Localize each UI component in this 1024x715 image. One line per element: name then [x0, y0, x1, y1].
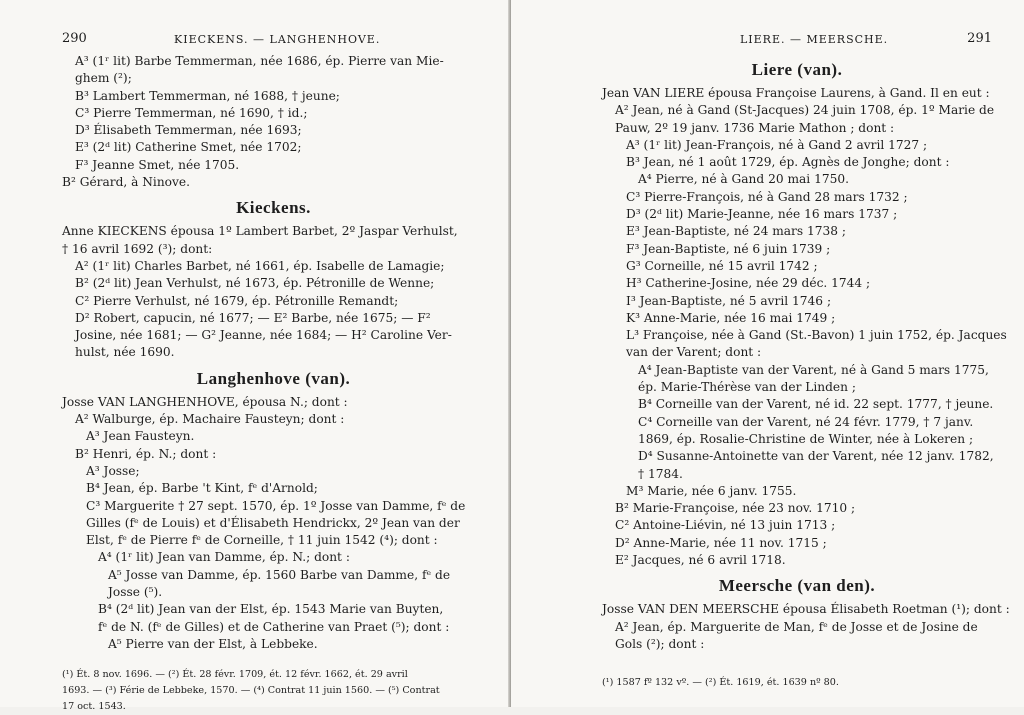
text-line: Elst, fᵉ de Pierre fᵉ de Corneille, † 11 juin 1542 (⁴); dont : [86, 533, 438, 548]
text-line: A⁴ Pierre, né à Gand 20 mai 1750. [638, 172, 849, 187]
text-line: D³ (2ᵈ lit) Marie-Jeanne, née 16 mars 1737 ; [626, 207, 898, 222]
text-line: C³ Pierre Temmerman, né 1690, † id.; [75, 105, 308, 120]
text-line: A⁵ Pierre van der Elst, à Lebbeke. [108, 636, 318, 651]
text-line: Anne KIECKENS épousa 1º Lambert Barbet, 2º Jaspar Verhulst, [62, 224, 458, 239]
text-line: A⁴ Jean-Baptiste van der Varent, né à Gand 5 mars 1775, [638, 362, 989, 377]
text-line: F³ Jeanne Smet, née 1705. [75, 157, 240, 172]
text-line: B³ Jean, né 1 août 1729, ép. Agnès de Jonghe; dont : [626, 155, 950, 170]
text-line: Gilles (fᵉ de Louis) et d'Élisabeth Hendrickx, 2º Jean van der [86, 515, 460, 530]
text-line: L³ Françoise, née à Gand (St.-Bavon) 1 juin 1752, ép. Jacques [626, 328, 1007, 343]
text-line: E³ Jean-Baptiste, né 24 mars 1738 ; [626, 224, 847, 239]
text-line: E² Jacques, né 6 avril 1718. [615, 553, 786, 568]
footnote-line: (¹) Ét. 8 nov. 1696. — (²) Ét. 28 févr. 1709, ét. 12 févr. 1662, ét. 29 avril [62, 669, 408, 681]
right-page [511, 0, 1024, 707]
text-line: A² (1ʳ lit) Charles Barbet, né 1661, ép. Isabelle de Lamagie; [75, 258, 445, 273]
text-line: F³ Jean-Baptiste, né 6 juin 1739 ; [626, 241, 831, 256]
text-line: A² Jean, né à Gand (St-Jacques) 24 juin 1708, ép. 1º Marie de [615, 103, 995, 118]
section-heading-langhenhove: Langhenhove (van). [196, 368, 351, 388]
left-entry-langhenhove [62, 394, 485, 653]
text-line: K³ Anne-Marie, née 16 mai 1749 ; [626, 310, 836, 325]
text-line: H³ Catherine-Josine, née 29 déc. 1744 ; [626, 276, 871, 291]
text-line: † 1784. [638, 466, 683, 481]
text-line: B⁴ (2ᵈ lit) Jean van der Elst, ép. 1543 Marie van Buyten, [98, 602, 444, 617]
right-footnotes [602, 675, 992, 691]
text-line: I³ Jean-Baptiste, né 5 avril 1746 ; [626, 293, 832, 308]
text-line: C³ Marguerite † 27 sept. 1570, ép. 1º Josse van Damme, fᵉ de [86, 498, 466, 513]
text-line: C³ Pierre-François, né à Gand 28 mars 1732 ; [626, 189, 908, 204]
text-line: ép. Marie-Thérèse van der Linden ; [638, 380, 856, 395]
text-line: B³ Lambert Temmerman, né 1688, † jeune; [75, 88, 340, 103]
section-heading-meersche: Meersche (van den). [718, 576, 876, 596]
left-page [0, 0, 511, 713]
text-line: hulst, née 1690. [75, 345, 175, 360]
footnote-line: 17 oct. 1543. [62, 701, 126, 713]
text-line: B⁴ Jean, ép. Barbe 't Kint, fᵉ d'Arnold; [86, 481, 318, 496]
right-page-number: 291 [967, 31, 992, 46]
left-entry-temmerman [62, 53, 485, 191]
text-line: B⁴ Corneille van der Varent, né id. 22 sept. 1777, † jeune. [638, 397, 994, 412]
text-line: Josse VAN DEN MEERSCHE épousa Élisabeth Roetman (¹); dont : [602, 602, 1010, 617]
left-running-title: KIECKENS. — LANGHENHOVE. [174, 33, 381, 46]
right-entry-meersche [602, 601, 1010, 653]
left-entry-kieckens [62, 223, 485, 361]
text-line: A² Walburge, ép. Machaire Fausteyn; dont : [75, 412, 345, 427]
text-line: D⁴ Susanne-Antoinette van der Varent, née 12 janv. 1782, [638, 449, 994, 464]
text-line: Jean VAN LIERE épousa Françoise Laurens, à Gand. Il en eut : [602, 86, 990, 100]
text-line: fᵉ de N. (fᵉ de Gilles) et de Catherine van Praet (⁵); dont : [98, 619, 450, 634]
text-line: 1869, ép. Rosalie-Christine de Winter, née à Lokeren ; [638, 431, 974, 446]
section-heading-kieckens: Kieckens. [236, 198, 311, 218]
text-line: B² Marie-Françoise, née 23 nov. 1710 ; [615, 501, 856, 516]
text-line: C² Antoine-Liévin, né 13 juin 1713 ; [615, 518, 836, 533]
text-line: A³ Jean Fausteyn. [86, 429, 195, 444]
text-line: van der Varent; dont : [626, 345, 762, 360]
text-line: † 16 avril 1692 (³); dont: [62, 241, 213, 256]
left-page-number: 290 [62, 31, 87, 46]
section-heading-liere: Liere (van). [751, 60, 843, 79]
text-line: Josse VAN LANGHENHOVE, épousa N.; dont : [62, 394, 348, 409]
text-line: Pauw, 2º 19 janv. 1736 Marie Mathon ; dont : [615, 120, 895, 135]
text-line: ghem (²); [75, 71, 132, 86]
text-line: B² (2ᵈ lit) Jean Verhulst, né 1673, ép. Pétronille de Wenne; [75, 276, 435, 291]
text-line: E³ (2ᵈ lit) Catherine Smet, née 1702; [75, 140, 302, 155]
text-line: Josine, née 1681; — G² Jeanne, née 1684; — H² Caroline Ver- [75, 328, 452, 343]
text-line: A² Jean, ép. Marguerite de Man, fᵉ de Josse et de Josine de [615, 619, 978, 634]
text-line: M³ Marie, née 6 janv. 1755. [626, 483, 797, 498]
text-line: B² Henri, ép. N.; dont : [75, 446, 217, 461]
text-line: D² Anne-Marie, née 11 nov. 1715 ; [615, 535, 827, 550]
right-running-title: LIERE. — MEERSCHE. [740, 33, 889, 46]
text-line: Gols (²); dont : [615, 636, 705, 651]
left-footnotes [62, 667, 485, 715]
text-line: A⁵ Josse van Damme, ép. 1560 Barbe van Damme, fᵉ de [108, 567, 451, 582]
text-line: B² Gérard, à Ninove. [62, 175, 190, 190]
footnote-line: (¹) 1587 fº 132 vº. — (²) Ét. 1619, ét. 1639 nº 80. [602, 677, 839, 689]
text-line: G³ Corneille, né 15 avril 1742 ; [626, 258, 818, 273]
text-line: Josse (⁵). [108, 585, 163, 600]
text-line: A³ (1ʳ lit) Barbe Temmerman, née 1686, ép. Pierre van Mie- [75, 54, 444, 68]
footnote-line: 1693. — (³) Férie de Lebbeke, 1570. — (⁴) Contrat 11 juin 1560. — (⁵) Contrat [62, 685, 440, 697]
text-line: C² Pierre Verhulst, né 1679, ép. Pétronille Remandt; [75, 293, 399, 308]
right-entry-liere [602, 85, 1007, 569]
text-line: C⁴ Corneille van der Varent, né 24 févr. 1779, † 7 janv. [638, 414, 974, 429]
text-line: A³ (1ʳ lit) Jean-François, né à Gand 2 avril 1727 ; [626, 137, 928, 152]
left-running-head [62, 31, 485, 53]
right-running-head [602, 31, 992, 53]
text-line: A³ Josse; [86, 463, 140, 478]
text-line: D³ Élisabeth Temmerman, née 1693; [75, 123, 302, 138]
text-line: A⁴ (1ʳ lit) Jean van Damme, ép. N.; dont : [98, 550, 350, 565]
text-line: D² Robert, capucin, né 1677; — E² Barbe, née 1675; — F² [75, 310, 431, 325]
